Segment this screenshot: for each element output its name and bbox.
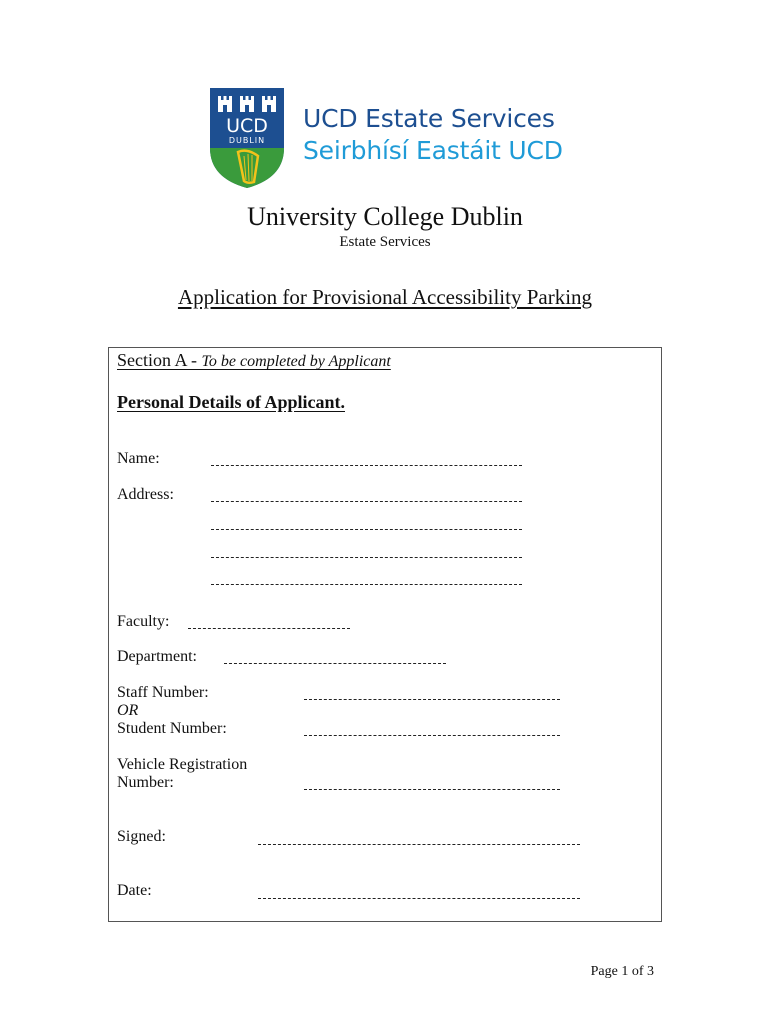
svg-text:DUBLIN: DUBLIN [228, 136, 266, 145]
address-input-line-1[interactable] [211, 501, 522, 502]
address-input-line-3[interactable] [211, 557, 522, 558]
personal-details-heading: Personal Details of Applicant. [117, 392, 345, 412]
staff-number-label: Staff Number: [117, 684, 209, 701]
signature-input-line[interactable] [258, 844, 580, 845]
logo-name-irish: Seirbhísí Eastáit UCD [303, 136, 563, 165]
student-number-label: Student Number: [117, 720, 227, 737]
date-label: Date: [117, 882, 152, 899]
vehicle-registration-input-line[interactable] [304, 789, 560, 790]
faculty-label: Faculty: [117, 613, 170, 630]
address-input-line-2[interactable] [211, 529, 522, 530]
ucd-estate-services-logo [208, 86, 578, 190]
ucd-crest-icon [208, 86, 286, 190]
address-input-line-4[interactable] [211, 584, 522, 585]
page-number: Page 1 of 3 [590, 964, 654, 979]
student-number-input-line[interactable] [304, 735, 560, 736]
signed-label: Signed: [117, 828, 166, 845]
staff-number-input-line[interactable] [304, 699, 560, 700]
address-label: Address: [117, 486, 174, 503]
vehicle-registration-label-2: Number: [117, 774, 174, 791]
section-a-heading: Section A - To be completed by Applicant [117, 350, 391, 370]
university-title: University College Dublin [247, 202, 523, 231]
department-label: Department: [117, 648, 197, 665]
svg-text:UCD: UCD [226, 115, 268, 137]
logo-name-english: UCD Estate Services [303, 104, 555, 133]
department-input-line[interactable] [224, 663, 446, 664]
vehicle-registration-label: Vehicle Registration [117, 756, 248, 773]
date-input-line[interactable] [258, 898, 580, 899]
form-title: Application for Provisional Accessibility Parking [177, 285, 593, 309]
section-a-box [108, 347, 662, 922]
name-label: Name: [117, 450, 160, 467]
name-input-line[interactable] [211, 465, 522, 466]
or-label: OR [117, 702, 139, 719]
section-a-note: To be completed by Applicant [201, 353, 391, 370]
department-subtitle: Estate Services [339, 234, 431, 250]
faculty-input-line[interactable] [188, 628, 350, 629]
